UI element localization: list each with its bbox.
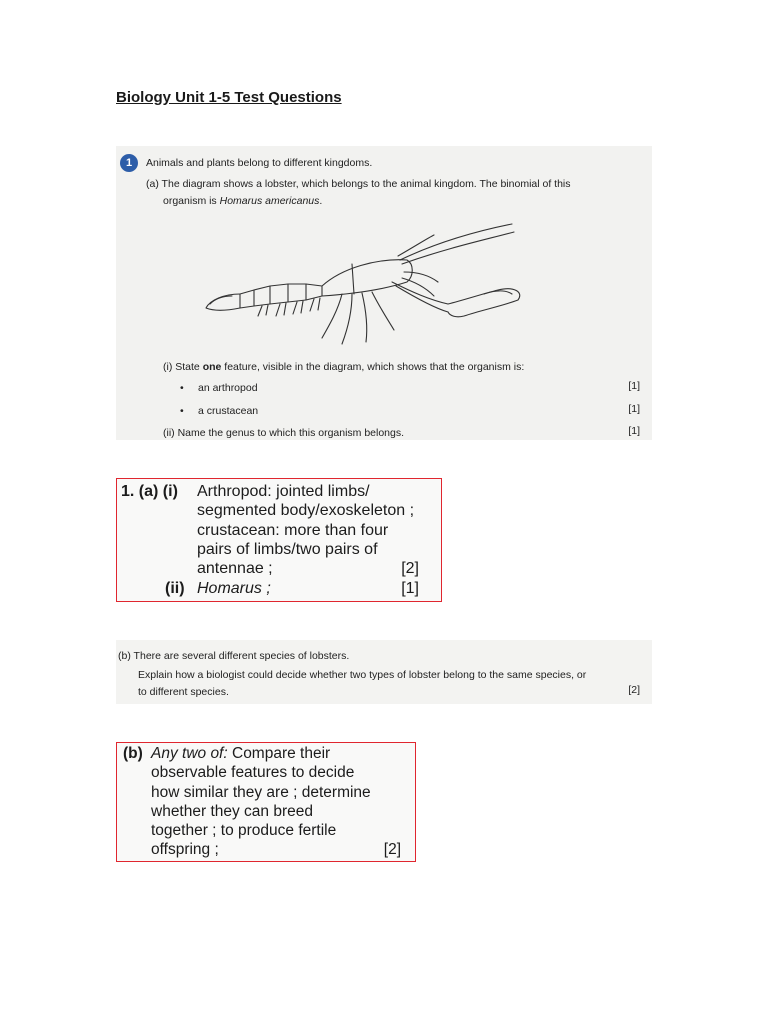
answer-1b-line3: how similar they are ; determine [151,784,371,801]
answer-1-line4: pairs of limbs/two pairs of [197,541,378,558]
answer-1b-line6: offspring ; [151,841,219,858]
mark-genus: [1] [628,425,640,437]
question-1b-scan [116,640,652,704]
question-1-scan [116,146,652,440]
question-b-line2: Explain how a biologist could decide whether two types of lobster belong to the same species, or [138,669,587,681]
answer-1-mark-ii: [1] [401,580,419,597]
answer-1-box [116,478,442,602]
mark-species: [2] [628,684,640,696]
document-title: Biology Unit 1-5 Test Questions [116,89,342,106]
answer-1b-line1: Any two of: Compare their [151,745,331,762]
answer-1b-box [116,742,416,862]
answer-1-line1: Arthropod: jointed limbs/ [197,483,370,500]
answer-1b-line2: observable features to decide [151,764,355,781]
answer-1b-line5: together ; to produce fertile [151,822,337,839]
answer-1-ii-label: (ii) [165,580,185,597]
answer-1b-label: (b) [123,745,143,762]
mark-crustacean: [1] [628,403,640,415]
answer-1-ii: Homarus ; [197,580,271,597]
question-i: (i) State one feature, visible in the diagram, which shows that the organism is: [163,361,525,373]
answer-1-line3: crustacean: more than four [197,522,389,539]
answer-1b-line4: whether they can breed [151,803,313,820]
lobster-diagram [202,220,562,356]
question-a-line1: (a) The diagram shows a lobster, which belongs to the animal kingdom. The binomial of this [146,178,571,190]
question-a-line2: organism is Homarus americanus. [163,195,323,207]
question-b-line1: (b) There are several different species of lobsters. [118,650,350,662]
bullet-arthropod: • an arthropod [198,382,258,394]
answer-1-mark-i: [2] [401,560,419,577]
bullet-crustacean: • a crustacean [198,405,258,417]
question-b-line3: to different species. [138,686,229,698]
answer-1b-mark: [2] [383,841,401,858]
answer-1-label: 1. (a) (i) [121,483,178,500]
question-number-badge: 1 [120,154,138,172]
question-ii: (ii) Name the genus to which this organism belongs. [163,427,405,439]
answer-1-line5: antennae ; [197,560,273,577]
answer-1-line2: segmented body/exoskeleton ; [197,502,415,519]
question-intro: Animals and plants belong to different kingdoms. [146,157,373,169]
mark-arthropod: [1] [628,380,640,392]
